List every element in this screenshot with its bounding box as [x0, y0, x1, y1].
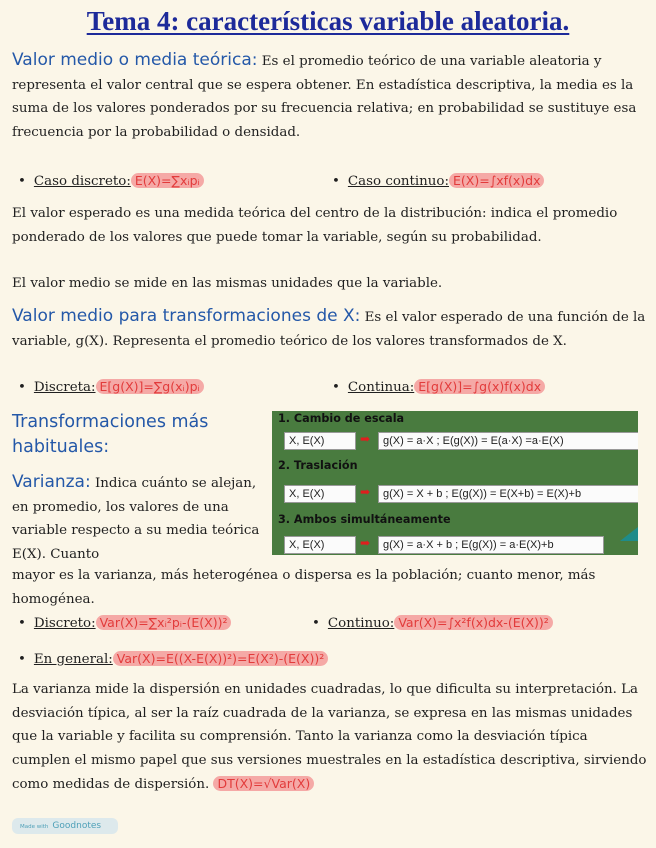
- varianza-text-b: mayor es la varianza, más heterogénea o dispersa es la población; cuanto menor, más homogénea.: [12, 568, 596, 607]
- page-title: Tema 4: características variable aleatoria.: [86, 6, 570, 36]
- varianza-general-label: En general:: [33, 652, 113, 667]
- transformations-panel: [272, 411, 638, 555]
- transf-discreta-formula: E[g(X)]=∑g(xᵢ)pᵢ: [96, 379, 204, 394]
- media-continuo-bullet: • Caso continuo: E(X)=∫xf(x)dx: [332, 170, 544, 193]
- transf-text: Es el valor esperado de una función de la variable, g(X). Representa el promedio teórico de los valores transformados de X.: [12, 310, 646, 349]
- habituales-heading: Transformaciones más habituales:: [12, 412, 209, 457]
- panel-s2-title: 2. Traslación: [278, 459, 358, 472]
- media-text: Es el promedio teórico de una variable aleatoria y representa el valor central que se espera obtener. En estadística descriptiva, la media es la suma de los valores ponderados por su frecuencia relativa; en probabilidad se sustituye esa frecuencia por la probabilidad o densidad.: [12, 54, 637, 140]
- media-heading: Valor medio o media teórica:: [12, 50, 258, 70]
- varianza-heading: Varianza:: [12, 472, 91, 492]
- varianza-continuo-label: Continuo:: [327, 616, 395, 631]
- varianza-discreto-label: Discreto:: [33, 616, 96, 631]
- panel-s1-title: 1. Cambio de escala: [278, 412, 405, 425]
- varianza-final-paragraph: [12, 678, 648, 797]
- panel-corner-shape: [620, 527, 638, 541]
- made-with-label: Made with: [20, 824, 49, 830]
- media-continuo-label: Caso continuo:: [347, 174, 449, 189]
- varianza-general-formula: Var(X)=E((X-E(X))²)=E(X²)-(E(X))²: [113, 651, 328, 666]
- varianza-continuo-formula: Var(X)=∫x²f(x)dx-(E(X))²: [394, 615, 552, 630]
- transf-continua-bullet: • Continua: E[g(X)]=∫g(x)f(x)dx: [332, 376, 545, 399]
- panel-s3-arrow-icon: ➡: [360, 536, 371, 550]
- varianza-discreto-formula: Var(X)=∑xᵢ²pᵢ-(E(X))²: [96, 615, 232, 630]
- dt-formula: DT(X)=√Var(X): [213, 776, 314, 791]
- media-p3: El valor medio se mide en las mismas unidades que la variable.: [12, 276, 443, 291]
- media-p2: El valor esperado es una medida teórica del centro de la distribución: indica el promedio ponderado de los valores que puede tomar la variable, según su probabilidad.: [12, 206, 618, 245]
- transf-continua-label: Continua:: [347, 380, 415, 395]
- panel-s1-arrow-icon: ➡: [360, 432, 371, 446]
- media-discreto-label: Caso discreto:: [33, 174, 131, 189]
- panel-s3-title: 3. Ambos simultáneamente: [278, 513, 451, 526]
- panel-s3-left-box: X, E(X): [284, 536, 356, 554]
- media-continuo-formula: E(X)=∫xf(x)dx: [449, 173, 544, 188]
- transf-paragraph: [12, 305, 648, 353]
- varianza-discreto-bullet: • Discreto: Var(X)=∑xᵢ²pᵢ-(E(X))²: [18, 612, 231, 635]
- panel-s2-arrow-icon: ➡: [360, 485, 371, 499]
- panel-s1-left-box: X, E(X): [284, 432, 356, 450]
- varianza-text-a: Indica cuánto se alejan, en promedio, los valores de una variable respecto a su media teórica E(X). Cuanto: [12, 476, 260, 562]
- panel-s2-left-box: X, E(X): [284, 485, 356, 503]
- media-paragraph: [12, 49, 648, 144]
- transf-discreta-label: Discreta:: [33, 380, 96, 395]
- varianza-final-text: La varianza mide la dispersión en unidades cuadradas, lo que dificulta su interpretación. La desviación típica, al ser la raíz cuadrada de la varianza, se expresa en las mismas unidades que la variable y facilita su comprensión. Tanto la varianza como la desviación típica cumplen el mismo papel que sus versiones muestrales en la estadística descriptiva, sirviendo como medidas de dispersión.: [12, 682, 647, 792]
- media-discreto-bullet: • Caso discreto: E(X)=∑xᵢpᵢ: [18, 170, 204, 193]
- goodnotes-badge: [12, 818, 118, 834]
- panel-s3-right-box: g(X) = a·X + b ; E(g(X)) = a·E(X)+b: [378, 536, 604, 554]
- varianza-general-bullet: • En general: Var(X)=E((X-E(X))²)=E(X²)-(E(X))²: [18, 648, 328, 671]
- transf-discreta-bullet: • Discreta: E[g(X)]=∑g(xᵢ)pᵢ: [18, 376, 204, 399]
- varianza-paragraph: [12, 471, 264, 566]
- panel-s1-right-box: g(X) = a·X ; E(g(X)) = E(a·X) =a·E(X): [378, 432, 638, 450]
- varianza-continuo-bullet: • Continuo: Var(X)=∫x²f(x)dx-(E(X))²: [312, 612, 553, 635]
- goodnotes-brand: Goodnotes: [52, 821, 102, 831]
- transf-heading: Valor medio para transformaciones de X:: [12, 306, 361, 326]
- media-discreto-formula: E(X)=∑xᵢpᵢ: [131, 173, 204, 188]
- transf-continua-formula: E[g(X)]=∫g(x)f(x)dx: [414, 379, 545, 394]
- panel-s2-right-box: g(X) = X + b ; E(g(X)) = E(X+b) = E(X)+b: [378, 485, 638, 503]
